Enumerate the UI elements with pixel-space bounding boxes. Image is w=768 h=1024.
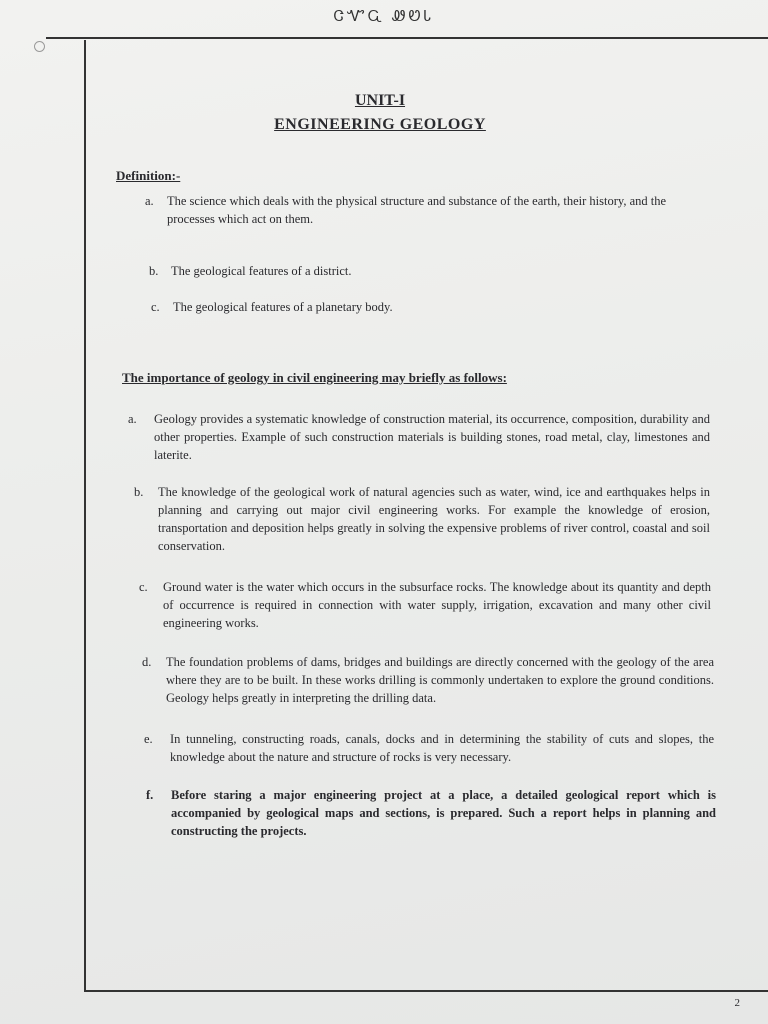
item-label: d. bbox=[142, 655, 152, 669]
item-label: a. bbox=[128, 412, 137, 426]
importance-item bbox=[146, 786, 716, 840]
importance-heading: The importance of geology in civil engineering may briefly as follows: bbox=[122, 370, 507, 385]
punch-hole bbox=[34, 41, 45, 52]
frame-border-bottom bbox=[84, 990, 768, 992]
importance-item bbox=[128, 410, 710, 464]
importance-item bbox=[142, 653, 714, 707]
item-text: The geological features of a district. bbox=[171, 264, 352, 278]
item-text: The science which deals with the physical structure and substance of the earth, their history, and the processes which act on them. bbox=[167, 194, 667, 226]
definition-item bbox=[145, 192, 705, 228]
item-text: The geological features of a planetary body. bbox=[173, 300, 393, 314]
header-mark: ᏣᏉᏩ ᏪᏬᏓ bbox=[333, 9, 435, 25]
item-text: The knowledge of the geological work of natural agencies such as water, wind, ice and earthquakes helps in planning and carrying out major civil engineering works. For example the knowledge of erosion, transportation and deposition helps greatly in solving the expensive problems of river control, coastal and soil conservation. bbox=[158, 485, 710, 553]
importance-item bbox=[134, 483, 710, 555]
item-text: Before staring a major engineering project at a place, a detailed geological report which is accompanied by geological maps and sections, is prepared. Such a report helps in planning and constructing the projects. bbox=[171, 788, 716, 838]
item-label: c. bbox=[139, 580, 148, 594]
frame-border-top bbox=[46, 37, 768, 39]
frame-border-left bbox=[84, 40, 86, 990]
definition-heading: Definition:- bbox=[116, 168, 181, 183]
importance-item bbox=[144, 730, 714, 766]
item-label: a. bbox=[145, 194, 154, 208]
page-number: 2 bbox=[734, 997, 740, 1009]
item-text: Ground water is the water which occurs in the subsurface rocks. The knowledge about its quantity and depth of occurrence is required in connection with water supply, irrigation, excavation and many other civil engineering works. bbox=[163, 580, 711, 630]
item-label: b. bbox=[134, 485, 144, 499]
definition-item bbox=[149, 262, 709, 280]
item-label: e. bbox=[144, 732, 153, 746]
item-text: The foundation problems of dams, bridges and buildings are directly concerned with the geology of the area where they are to be built. In these works drilling is commonly undertaken to explore the ground conditions. Geology helps greatly in interpreting the drilling data. bbox=[166, 655, 714, 705]
importance-item bbox=[139, 578, 711, 632]
item-label: b. bbox=[149, 264, 159, 278]
item-text: In tunneling, constructing roads, canals, docks and in determining the stability of cuts and slopes, the knowledge about the nature and structure of rocks is very necessary. bbox=[170, 732, 714, 764]
unit-title: UNIT-I bbox=[354, 92, 406, 109]
item-label: f. bbox=[146, 788, 154, 802]
item-label: c. bbox=[151, 300, 160, 314]
definition-item bbox=[151, 298, 711, 316]
item-text: Geology provides a systematic knowledge of construction material, its occurrence, composition, durability and other properties. Example of such construction materials is building stones, road metal, clay, limestones and laterite. bbox=[154, 412, 710, 462]
subject-title: ENGINEERING GEOLOGY bbox=[274, 116, 486, 133]
